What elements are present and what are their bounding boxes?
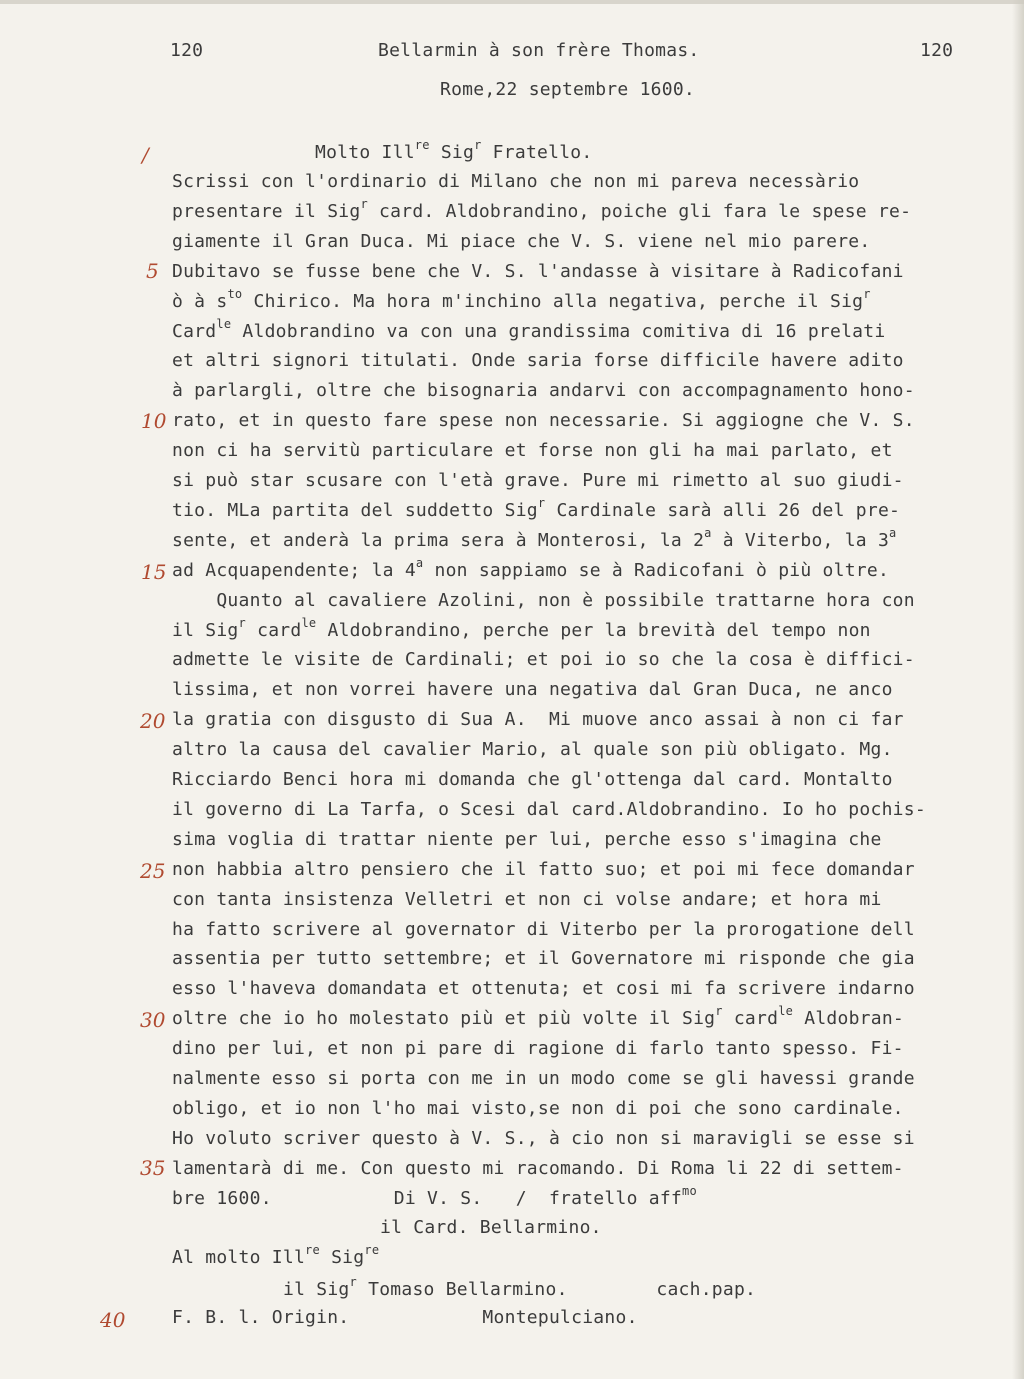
page-edge-top (0, 0, 1024, 4)
letter-line: et altri signori titulati. Onde saria forse difficile havere adito (172, 350, 904, 371)
address-line-2: il Sig$^r$ Tomaso Bellarmino. cach.pap. (283, 1275, 757, 1300)
letter-line: rato, et in questo fare spese non necessarie. Si aggiogne che V. S. (172, 410, 915, 431)
margin-number: 10 (141, 409, 167, 433)
letter-line: Ricciardo Benci hora mi domanda che gl'ottenga dal card. Montalto (172, 769, 893, 790)
margin-number: 40 (100, 1308, 126, 1332)
letter-line: dino per lui, et non pi pare di ragione di farlo tanto spesso. Fi- (172, 1038, 904, 1059)
letter-line: giamente il Gran Duca. Mi piace che V. S. viene nel mio parere. (172, 231, 871, 252)
margin-number: 35 (140, 1156, 166, 1180)
letter-line: Ho voluto scriver questo à V. S., à cio non si maravigli se esse si (172, 1128, 915, 1149)
address-line-3: F. B. l. Origin. Montepulciano. (172, 1307, 638, 1328)
letter-line: ò à $s^{to}$ Chirico. Ma hora m'inchino alla negativa, perche il Sig$^r$ (172, 287, 871, 312)
page-number-left: 120 (170, 40, 204, 61)
letter-line: assentia per tutto settembre; et il Governatore mi risponde che gia (172, 948, 915, 969)
margin-number: 20 (140, 709, 166, 733)
letter-line: presentare il Sig$^r$ card. Aldobrandino, poiche gli fara le spese re- (172, 197, 912, 222)
letter-line: la gratia con disgusto di Sua A. Mi muove anco assai à non ci far (172, 709, 904, 730)
date-line: Rome,22 septembre 1600. (440, 79, 695, 100)
letter-line: sima voglia di trattar niente per lui, perche esso s'imagina che (172, 829, 882, 850)
margin-number: 25 (140, 859, 166, 883)
page-number-right: 120 (920, 40, 954, 61)
salutation: Molto Ill$^{re}$ Sig$^r$ Fratello. (315, 138, 593, 163)
letter-line: il Sig$^r$ card$^{le}$ Aldobrandino, perche per la brevità del tempo non (172, 616, 871, 641)
letter-line: lamentarà di me. Con questo mi racomando. Di Roma li 22 di settem- (172, 1158, 904, 1179)
letter-line: tio. MLa partita del suddetto Sig$^r$ Cardinale sarà alli 26 del pre- (172, 496, 901, 521)
letter-line: altro la causa del cavalier Mario, al quale son più obligato. Mg. (172, 739, 893, 760)
letter-line: oltre che io ho molestato più et più volte il Sig$^r$ card$^{le}$ Aldobran- (172, 1004, 905, 1029)
running-title: Bellarmin à son frère Thomas. (378, 40, 700, 61)
letter-line: non habbia altro pensiero che il fatto suo; et poi mi fece domandar (172, 859, 915, 880)
margin-number: / (142, 143, 149, 167)
letter-line: ha fatto scrivere al governator di Viterbo per la prorogatione dell (172, 919, 915, 940)
letter-line: si può star scusare con l'età grave. Pure mi rimetto al suo giudi- (172, 470, 904, 491)
letter-line: nalmente esso si porta con me in un modo come se gli havessi grande (172, 1068, 915, 1089)
letter-line: sente, et anderà la prima sera à Monterosi, la 2$^a$ à Viterbo, la 3$^a$ (172, 526, 897, 551)
margin-number: 30 (140, 1008, 166, 1032)
letter-line: obligo, et io non l'ho mai visto,se non di poi che sono cardinale. (172, 1098, 904, 1119)
letter-line: non ci ha servitù particulare et forse non gli ha mai parlato, et (172, 440, 893, 461)
letter-line: ad Acquapendente; la 4$^a$ non sappiamo se à Radicofani ò più oltre. (172, 556, 890, 581)
letter-line: il governo di La Tarfa, o Scesi dal card.Aldobrandino. Io ho pochis- (172, 799, 926, 820)
letter-line: Scrissi con l'ordinario di Milano che non mi pareva necessàrio (172, 171, 860, 192)
margin-number: 5 (146, 259, 159, 283)
letter-line: esso l'haveva domandata et ottenuta; et cosi mi fa scrivere indarno (172, 978, 915, 999)
letter-line: Dubitavo se fusse bene che V. S. l'andasse à visitare à Radicofani (172, 261, 904, 282)
letter-line: à parlargli, oltre che bisognaria andarvi con accompagnamento hono- (172, 380, 915, 401)
letter-line: lissima, et non vorrei havere una negativa dal Gran Duca, ne anco (172, 679, 893, 700)
margin-number: 15 (141, 560, 167, 584)
letter-line: Quanto al cavaliere Azolini, non è possibile trattarne hora con (172, 590, 915, 611)
page-edge-right (1012, 0, 1024, 1379)
address-line-1: Al molto Ill$^{re}$ Sig$^{re}$ (172, 1243, 380, 1268)
letter-line: admette le visite de Cardinali; et poi io so che la cosa è diffici- (172, 649, 915, 670)
letter-line: Card$^{le}$ Aldobrandino va con una grandissima comitiva di 16 prelati (172, 317, 886, 342)
signature: il Card. Bellarmino. (380, 1217, 602, 1238)
letter-line: bre 1600. Di V. S. / fratello aff$^{mo}$ (172, 1184, 697, 1209)
letter-line: con tanta insistenza Velletri et non ci volse andare; et hora mi (172, 889, 882, 910)
